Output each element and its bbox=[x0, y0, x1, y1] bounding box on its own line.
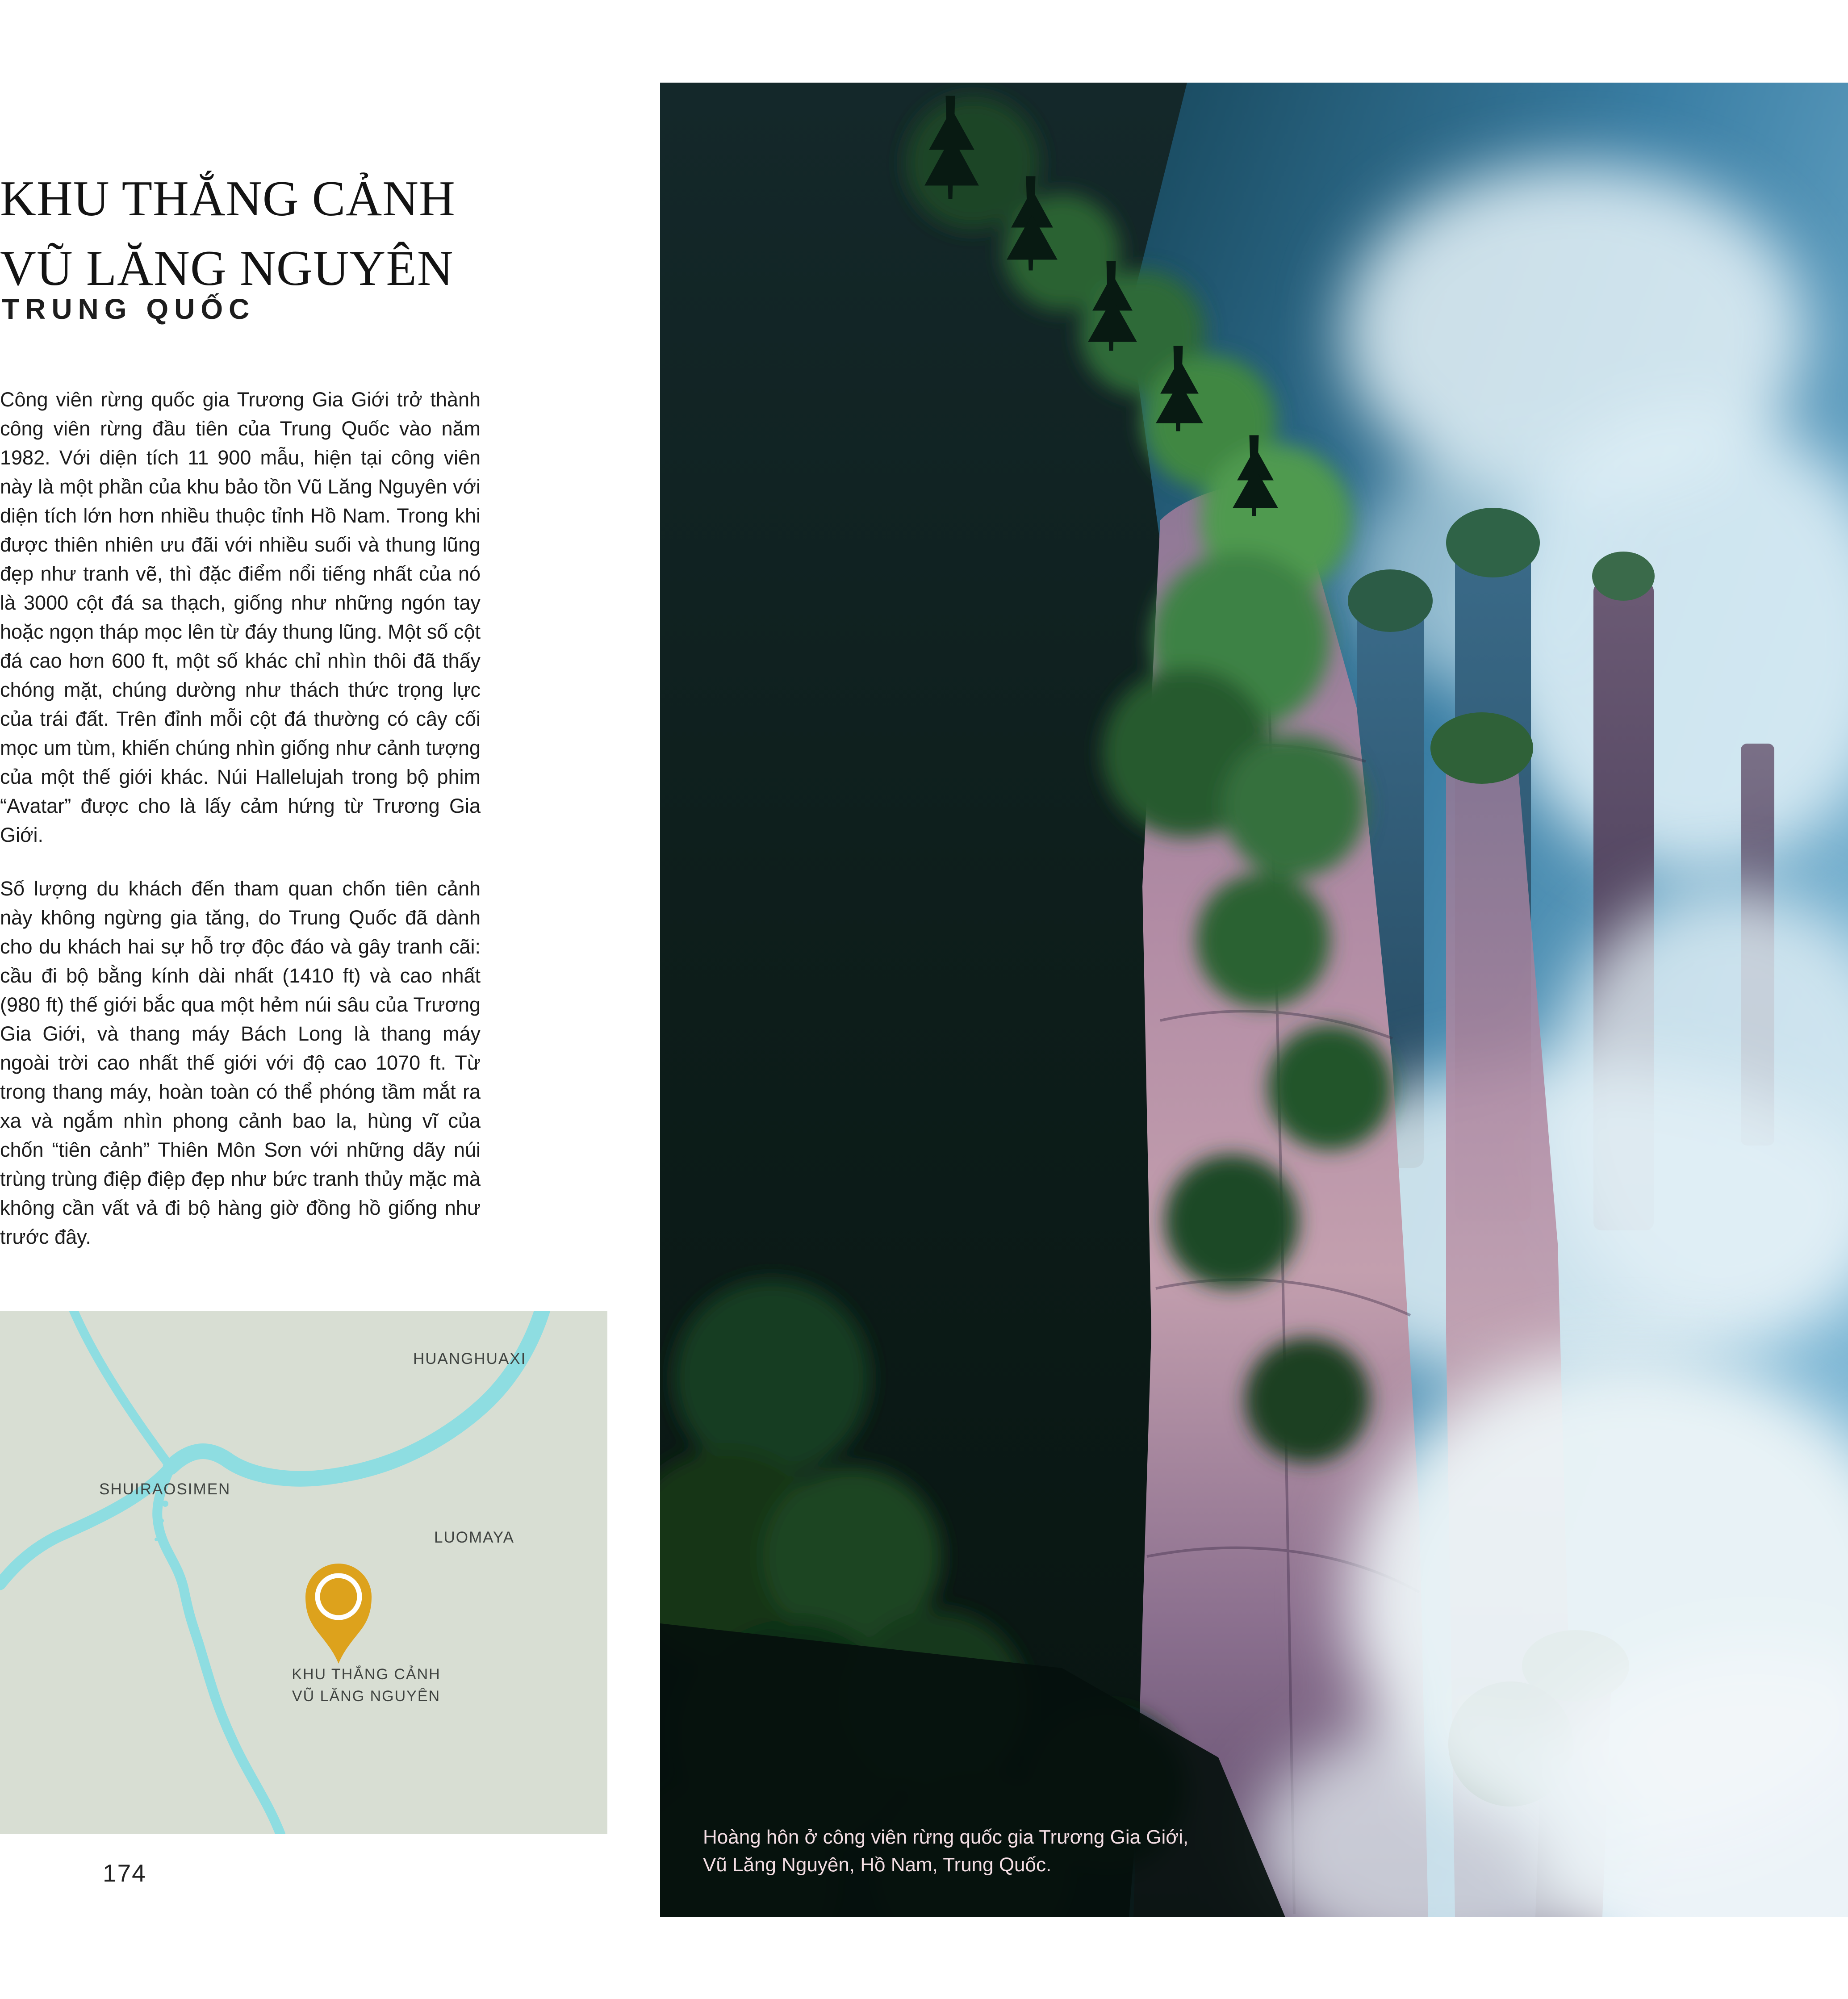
page-title bbox=[0, 164, 491, 303]
river-lines bbox=[0, 1311, 542, 1834]
map-pin-icon bbox=[305, 1564, 372, 1664]
map-graphic bbox=[0, 1311, 607, 1834]
photo-art bbox=[660, 83, 1848, 1917]
pillar-top-trees bbox=[1430, 712, 1533, 784]
photo-caption-line2: Vũ Lăng Nguyên, Hồ Nam, Trung Quốc. bbox=[703, 1854, 1052, 1876]
article-paragraph-2: Số lượng du khách đến tham quan chốn tiên cảnh này không ngừng gia tăng, do Trung Quốc đã dành cho du khách hai sự hỗ trợ độc đáo và gây tranh cãi: cầu đi bộ bằng kính dài nhất (1410 ft) và cao nhất (980 ft) thế giới bắc qua một hẻm núi sâu của Trương Gia Giới, và thang máy Bách Long là thang máy ngoài trời cao nhất thế giới với độ cao 1070 ft. Từ trong thang máy, hoàn toàn có thể phóng tầm mắt ra xa và ngắm nhìn phong cảnh bao la, hùng vĩ của chốn “tiên cảnh” Thiên Môn Sơn với những dãy núi trùng trùng điệp điệp đẹp như bức tranh thủy mặc mà không cần vất vả đi bộ hàng giờ đồng hồ giống như trước đây. bbox=[0, 877, 481, 1248]
article-body bbox=[0, 385, 481, 1251]
article-paragraph-1: Công viên rừng quốc gia Trương Gia Giới trở thành công viên rừng đầu tiên của Trung Quốc vào năm 1982. Với diện tích 11 900 mẫu, hiện tại công viên này là một phần của khu bảo tồn Vũ Lăng Nguyên với diện tích lớn hơn nhiều thuộc tỉnh Hồ Nam. Trong khi được thiên nhiên ưu đãi với nhiều suối và thung lũng đẹp như tranh vẽ, thì đặc điểm nổi tiếng nhất của nó là 3000 cột đá sa thạch, giống như những ngón tay hoặc ngọn tháp mọc lên từ đáy thung lũng. Một số cột đá cao hơn 600 ft, một số khác chỉ nhìn thôi đã thấy chóng mặt, chúng dường như thách thức trọng lực của trái đất. Trên đỉnh mỗi cột đá thường có cây cối mọc um tùm, khiến chúng nhìn giống như cảnh tượng của một thế giới khác. Núi Hallelujah trong bộ phim “Avatar” được cho là lấy cảm hứng từ Trương Gia Giới. bbox=[0, 388, 481, 846]
page-title-line2: VŨ LĂNG NGUYÊN bbox=[0, 241, 454, 297]
map-pin-label-line1: KHU THẮNG CẢNH bbox=[292, 1666, 441, 1683]
page-number: 174 bbox=[103, 1859, 146, 1887]
photo-caption bbox=[703, 1823, 1462, 1879]
country-subtitle: TRUNG QUỐC bbox=[2, 293, 255, 325]
map-label-luomaya: LUOMAYA bbox=[434, 1529, 514, 1546]
page-title-line1: KHU THẮNG CẢNH bbox=[0, 171, 456, 227]
landscape-photo bbox=[660, 83, 1848, 1917]
photo-caption-line1: Hoàng hôn ở công viên rừng quốc gia Trương Gia Giới, bbox=[703, 1826, 1189, 1848]
map-pin-label-line2: VŨ LĂNG NGUYÊN bbox=[292, 1688, 441, 1705]
map-pin-label bbox=[232, 1664, 500, 1707]
locator-map bbox=[0, 1311, 607, 1834]
map-label-huanghuaxi: HUANGHUAXI bbox=[413, 1350, 527, 1368]
map-label-shuiraosimen: SHUIRAOSIMEN bbox=[99, 1480, 231, 1498]
